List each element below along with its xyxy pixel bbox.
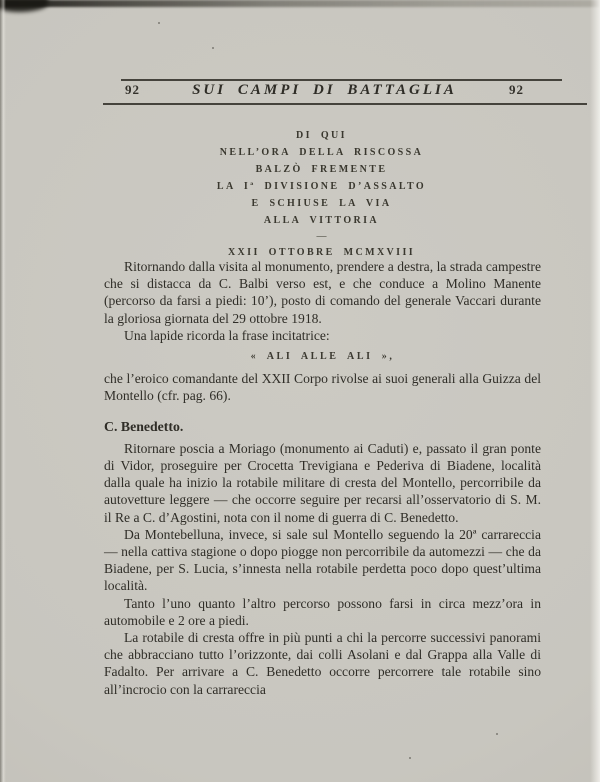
paragraph-la-rotabile: La rotabile di cresta offre in più punti a chi la percorre successivi panorami che abbracciano tutto l’orizzonte, dai colli Asolani e dal Grappa alla Valle di Fadalto. Per arrivare a C. Benedetto occorre percorrere tale rotabile sino all’incrocio con la carrareccia [104, 630, 541, 697]
scan-corner-blot [0, 0, 48, 12]
inscription-quote: « ALI ALLE ALI », [250, 351, 395, 363]
paragraph-tanto-luno: Tanto l’uno quanto l’altro percorso possono farsi in circa mezz’ora in automobile e 2 ore a piedi. [104, 595, 541, 628]
epigraph-line-2: NELL’ORA DELLA RISCOSSA [219, 147, 424, 158]
epigraph-date: XXII OTTOBRE MCMXVIII [227, 247, 416, 258]
scan-right-page-edge [590, 0, 600, 782]
page-body [104, 258, 541, 698]
section-heading-c-benedetto: C. Benedetto. [104, 418, 184, 434]
paragraph-da-montebelluna: Da Montebelluna, invece, si sale sul Montello seguendo la 20ª carrareccia — nella cattiva stagione o dopo piogge non percorribile da automezzi — che da Biadene, per S. Lucia, s’innesta nella rotabile perdetta poco dopo quest’ultima località. [104, 526, 541, 594]
scan-speck [409, 757, 411, 759]
page-number-right: 92 [509, 82, 524, 97]
running-title: SUI CAMPI DI BATTAGLIA [192, 82, 457, 98]
scan-left-page-edge [0, 0, 6, 782]
epigraph-line-6: ALLA VITTORIA [263, 215, 380, 226]
scan-top-edge-shadow [0, 0, 600, 7]
epigraph-line-4: LA Iª DIVISIONE D’ASSALTO [216, 181, 427, 192]
memorial-inscription [103, 127, 540, 261]
paragraph-ritornando: Ritornando dalla visita al monumento, prendere a destra, la strada campestre che si distacca da C. Balbi verso est, e che conduce a Molino Manente (percorso da farsi a piedi: 10’), posto di comando del generale Vaccari durante la gloriosa giornata del 29 ottobre 1918. [104, 259, 541, 326]
epigraph-line-3: BALZÒ FREMENTE [255, 164, 388, 175]
page-number-left: 92 [125, 82, 140, 97]
paragraph-ritornare-poscia: Ritornare poscia a Moriago (monumento ai Caduti) e, passato il gran ponte di Vidor, proseguire per Crocetta Trevigiana e Pederiva di Biadene, località dalla quale ha inizio la rotabile militare di cresta del Montello, percorribile da autovetture leggere — che occorre seguire per recarsi all’osservatorio di S. M. il Re a C. d’Agostini, nota con il nome di guerra di C. Benedetto. [104, 440, 541, 525]
scan-speck [158, 22, 160, 24]
epigraph-line-5: E SCHIUSE LA VIA [251, 198, 392, 209]
paragraph-che-leroico: che l’eroico comandante del XXII Corpo rivolse ai suoi generali alla Guizza del Montello (cfr. pag. 66). [104, 371, 541, 404]
paragraph-una-lapide: Una lapide ricorda la frase incitatrice: [124, 327, 330, 343]
epigraph-line-1: DI QUI [296, 130, 347, 141]
epigraph-divider: — [316, 231, 327, 242]
running-header [103, 82, 540, 99]
header-rule-top [121, 79, 562, 81]
scan-speck [212, 47, 214, 49]
scan-speck [496, 733, 498, 735]
header-rule-bottom [103, 103, 587, 105]
